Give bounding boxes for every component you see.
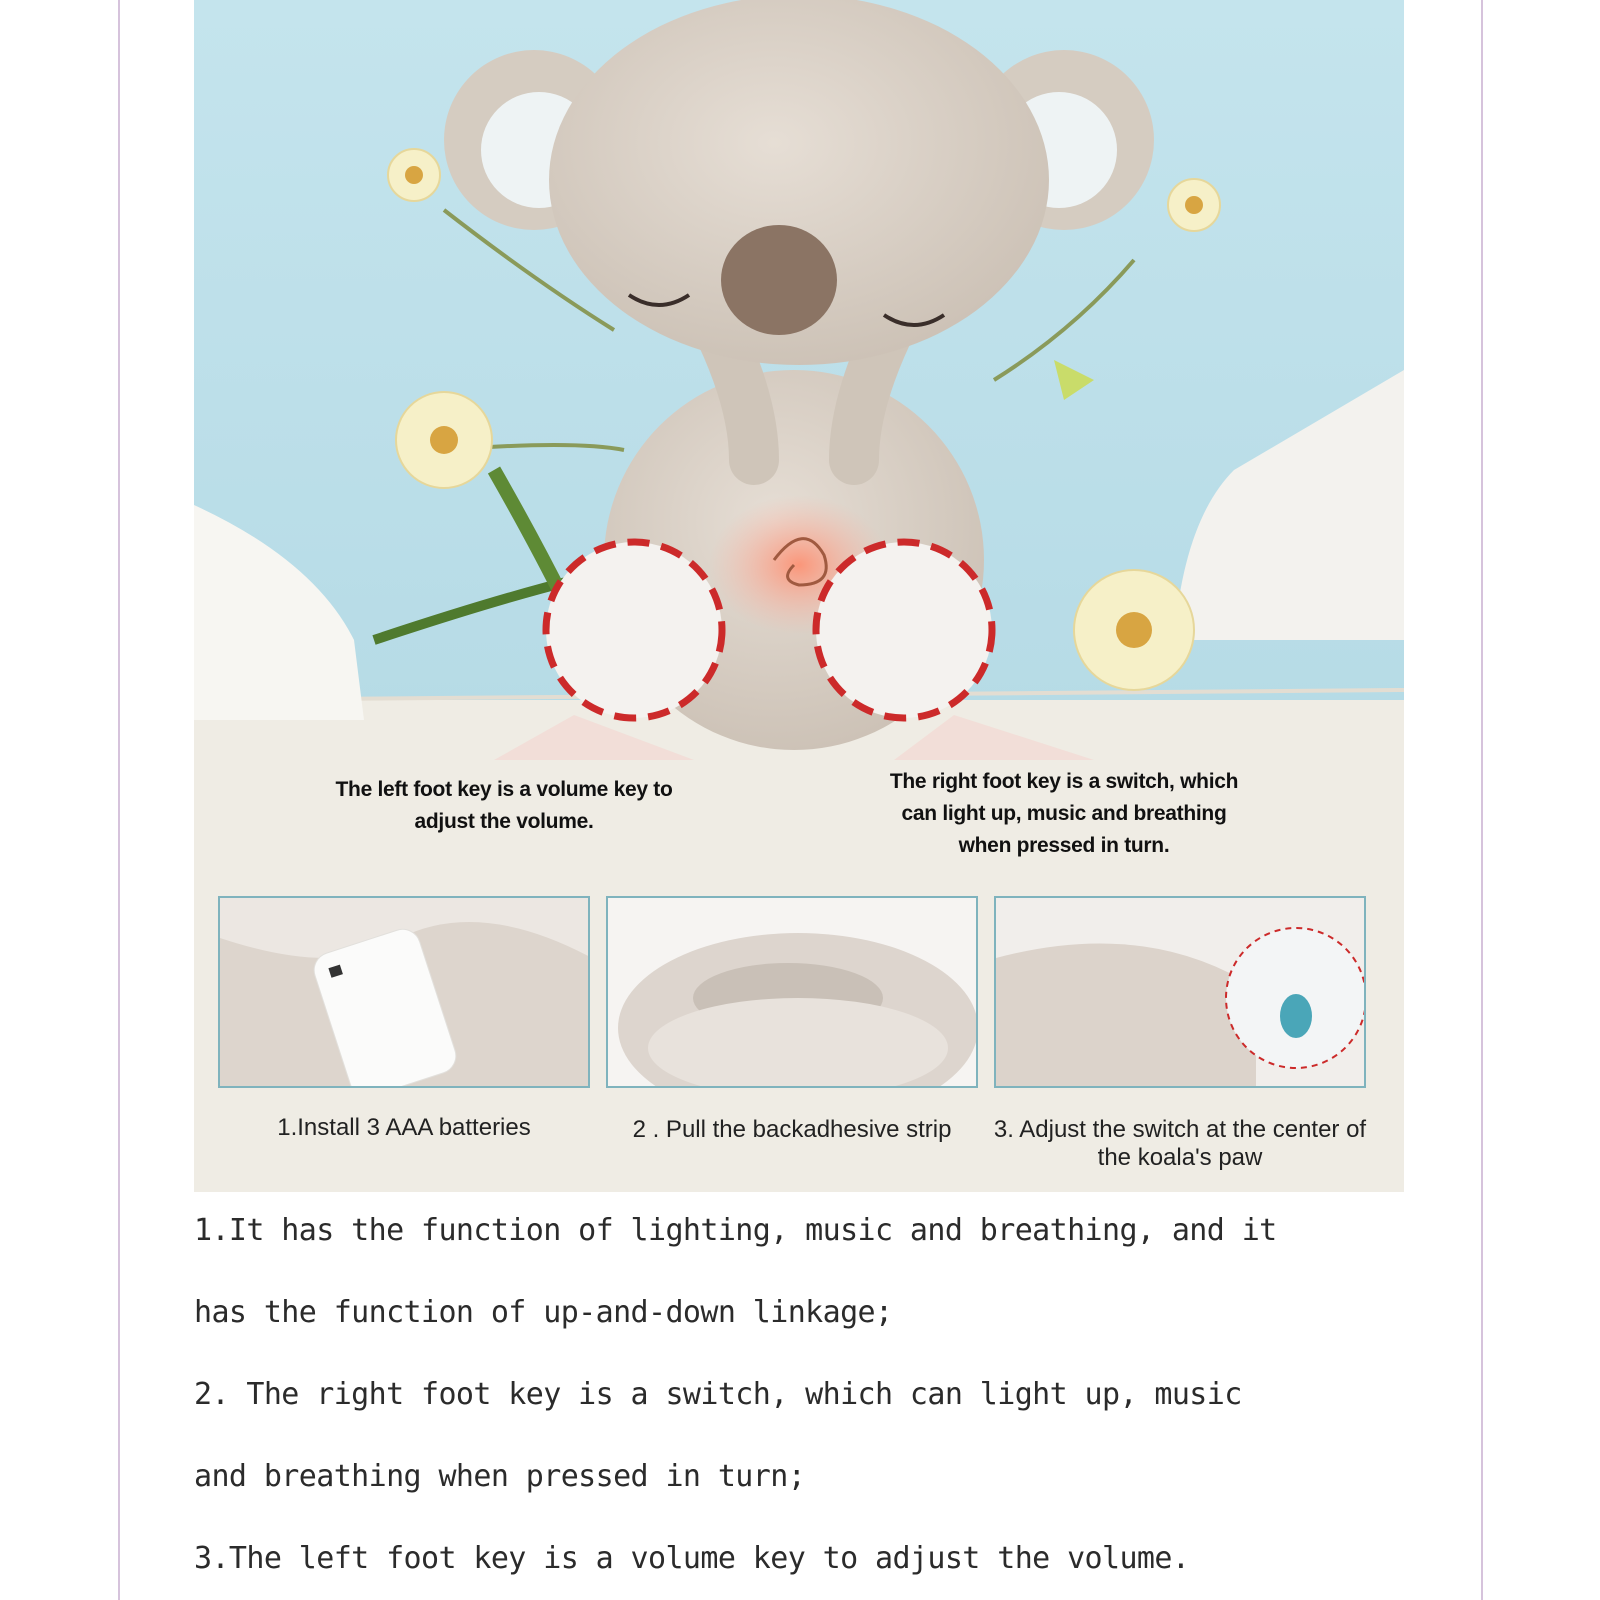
step-1-photo <box>218 896 590 1088</box>
step-2-caption: 2 . Pull the backadhesive strip <box>632 1116 952 1143</box>
step-3-caption: 3. Adjust the switch at the center of the koala's paw <box>993 1116 1367 1171</box>
description-line: 2. The right foot key is a switch, which can light up, music <box>194 1377 1242 1412</box>
left-foot-callout: The left foot key is a volume key to adjust the volume. <box>335 778 673 833</box>
step-1-caption: 1.Install 3 AAA batteries <box>277 1114 531 1141</box>
description-line: 3.The left foot key is a volume key to adjust the volume. <box>194 1541 1190 1576</box>
feature-description <box>194 1190 1394 1600</box>
description-line: has the function of up-and-down linkage; <box>194 1295 893 1330</box>
step-2-photo <box>606 896 978 1088</box>
install-steps <box>218 896 1370 1186</box>
page-border-right <box>1481 0 1483 1600</box>
right-foot-callout: The right foot key is a switch, which can light up, music and breathing when pressed in turn. <box>889 770 1239 857</box>
product-hero-image <box>194 0 1404 1192</box>
page-border-left <box>118 0 120 1600</box>
description-line: and breathing when pressed in turn; <box>194 1459 806 1494</box>
description-line: 1.It has the function of lighting, music and breathing, and it <box>194 1213 1277 1248</box>
step-3-photo <box>994 896 1366 1088</box>
